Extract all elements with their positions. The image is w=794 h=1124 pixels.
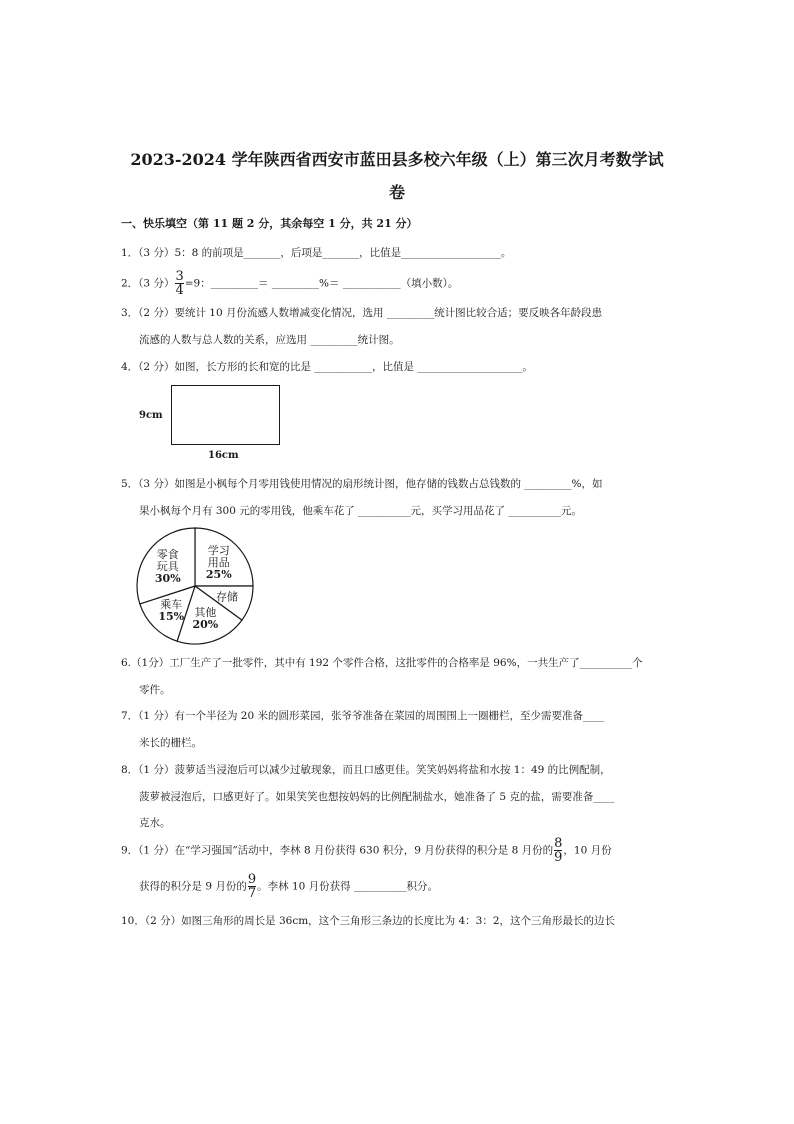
rectangle-length-label: 16cm bbox=[208, 450, 239, 461]
pie-chart bbox=[133, 526, 257, 646]
q2-fraction bbox=[175, 270, 183, 297]
question-8-line-1: 8．（1 分）菠萝适当浸泡后可以减少过敏现象，而且口感更佳。笑笑妈妈将盐和水按 1：49 的比例配制， bbox=[121, 764, 611, 776]
pie-label-学习用品-1: 用品 bbox=[207, 556, 230, 570]
question-5-line-1: 5．（3 分）如图是小枫每个月零用钱使用情况的扇形统计图，他存储的钱数占总钱数的 _________%，如 bbox=[121, 478, 603, 490]
question-6-line-1: 6.（1分）工厂生产了一批零件，其中有 192 个零件合格，这批零件的合格率是 96%，一共生产了__________个 bbox=[121, 657, 643, 669]
q2-prefix: 2．（3 分） bbox=[121, 277, 175, 290]
section-heading: 一、快乐填空（第 11 题 2 分，其余每空 1 分，共 21 分） bbox=[121, 217, 418, 230]
q9-frac1-num: 8 bbox=[554, 836, 563, 851]
title-line-2: 卷 bbox=[388, 183, 405, 202]
q2-frac-num: 3 bbox=[175, 269, 184, 284]
pie-label-学习用品-2: 25% bbox=[205, 568, 232, 582]
question-7-line-2: 米长的栅栏。 bbox=[139, 737, 202, 749]
pie-label-其他-1: 20% bbox=[192, 617, 219, 631]
rectangle-width-label: 9cm bbox=[139, 410, 163, 421]
q9-l2-prefix: 获得的积分是 9 月份的 bbox=[139, 880, 247, 893]
question-9-line-1 bbox=[121, 837, 612, 864]
question-7-line-1: 7．（1 分）有一个半径为 20 米的圆形菜园，张爷爷准备在菜园的周围围上一圈栅栏，至少需要准备____ bbox=[121, 710, 604, 722]
q2-frac-den: 4 bbox=[175, 283, 184, 298]
pie-label-乘车-0: 乘车 bbox=[160, 597, 183, 611]
question-8-line-2: 菠萝被浸泡后，口感更好了。如果笑笑也想按妈妈的比例配制盐水，她准备了 5 克的盐，需要准备____ bbox=[139, 791, 615, 803]
question-1: 1．（3 分）5：8 的前项是_______，后项是_______，比值是___________________。 bbox=[121, 247, 512, 259]
q9-fraction-1 bbox=[554, 837, 562, 864]
q9-frac2-num: 9 bbox=[247, 872, 257, 887]
pie-label-学习用品-0: 学习 bbox=[207, 544, 230, 558]
question-9-line-2 bbox=[139, 873, 438, 900]
title-line-1: 2023-2024 学年陕西省西安市蓝田县多校六年级（上）第三次月考数学试 bbox=[130, 150, 664, 169]
q9-l2-suffix: 。李林 10 月份获得 __________积分。 bbox=[257, 880, 439, 893]
q9-fraction-2 bbox=[248, 873, 256, 900]
q9-l1-prefix: 9．（1 分）在“学习强国”活动中，李林 8 月份获得 630 积分，9 月份获得的积分是 8 月份的 bbox=[121, 844, 554, 857]
pie-label-零食玩具-0: 零食 bbox=[156, 548, 179, 562]
question-8-line-3: 克水。 bbox=[139, 817, 171, 829]
pie-label-乘车-1: 15% bbox=[158, 609, 185, 623]
q9-l1-suffix: ，10 月份 bbox=[563, 844, 612, 857]
question-2 bbox=[121, 270, 458, 297]
pie-label-零食玩具-2: 30% bbox=[154, 572, 181, 586]
q9-frac2-den: 7 bbox=[247, 886, 257, 901]
rectangle-figure bbox=[171, 385, 280, 445]
question-4: 4．（2 分）如图，长方形的长和宽的比是 ___________，比值是 ____________________。 bbox=[121, 361, 533, 373]
pie-label-存储-0: 存储 bbox=[215, 590, 238, 604]
question-6-line-2: 零件。 bbox=[139, 684, 171, 696]
question-3-line-2: 流感的人数与总人数的关系，应选用 _________统计图。 bbox=[139, 334, 400, 346]
pie-label-其他-0: 其他 bbox=[194, 605, 217, 619]
q9-frac1-den: 9 bbox=[554, 850, 563, 865]
question-5-line-2: 果小枫每个月有 300 元的零用钱，他乘车花了 __________元，买学习用品花了 __________元。 bbox=[139, 505, 582, 517]
question-3-line-1: 3．（2 分）要统计 10 月份流感人数增减变化情况，选用 _________统计图比较合适；要反映各年龄段患 bbox=[121, 307, 603, 319]
q2-suffix: =9：_________＝ _________%＝ ___________（填小数）。 bbox=[184, 277, 459, 290]
pie-label-零食玩具-1: 玩具 bbox=[156, 560, 179, 574]
question-10-line-1: 10．（2 分）如图三角形的周长是 36cm，这个三角形三条边的长度比为 4：3：2，这个三角形最长的边长 bbox=[121, 915, 616, 927]
